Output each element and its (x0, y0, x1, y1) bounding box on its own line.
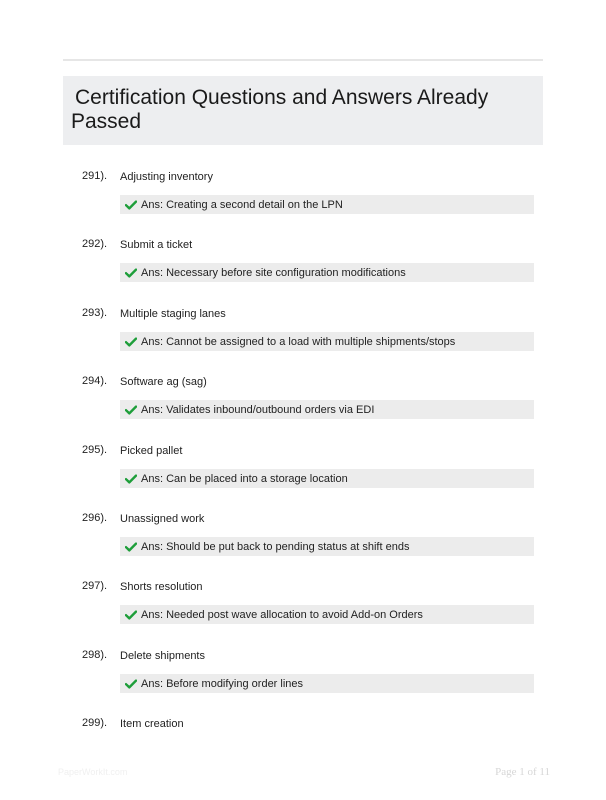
answer-box (120, 400, 534, 419)
top-divider (63, 59, 543, 61)
answer-box (120, 674, 534, 693)
answer-text: Ans: Can be placed into a storage location (141, 472, 348, 485)
qa-item (0, 169, 606, 229)
check-icon (125, 200, 137, 210)
question-text: Multiple staging lanes (120, 308, 226, 320)
question-text: Picked pallet (120, 445, 183, 457)
answer-text: Ans: Creating a second detail on the LPN (141, 198, 343, 211)
page-title: Certification Questions and Answers Already Passed (71, 86, 489, 133)
question-number: 297). (82, 580, 108, 592)
answer-box (120, 195, 534, 214)
qa-item (0, 579, 606, 639)
qa-item (0, 374, 606, 434)
qa-item (0, 511, 606, 571)
check-icon (125, 679, 137, 689)
answer-text: Ans: Needed post wave allocation to avoid Add-on Orders (141, 608, 423, 621)
answer-text: Ans: Validates inbound/outbound orders via EDI (141, 403, 375, 416)
question-number: 299). (82, 717, 108, 729)
qa-item (0, 648, 606, 708)
question-text: Shorts resolution (120, 581, 203, 593)
answer-box (120, 469, 534, 488)
answer-text: Ans: Necessary before site configuration modifications (141, 266, 406, 279)
answer-text: Ans: Should be put back to pending status at shift ends (141, 540, 410, 553)
qa-item (0, 237, 606, 297)
answer-text: Ans: Before modifying order lines (141, 677, 304, 690)
answer-box (120, 605, 534, 624)
question-number: 291). (82, 170, 108, 182)
page-number: Page 1 of 11 (495, 766, 550, 778)
question-text: Item creation (120, 718, 184, 730)
question-text: Delete shipments (120, 650, 205, 662)
answer-box (120, 332, 534, 351)
check-icon (125, 542, 137, 552)
question-text: Software ag (sag) (120, 376, 207, 388)
question-number: 292). (82, 238, 108, 250)
question-number: 294). (82, 375, 108, 387)
question-text: Adjusting inventory (120, 171, 213, 183)
question-number: 298). (82, 649, 108, 661)
check-icon (125, 337, 137, 347)
check-icon (125, 610, 137, 620)
qa-item (0, 306, 606, 366)
check-icon (125, 268, 137, 278)
question-text: Unassigned work (120, 513, 205, 525)
check-icon (125, 474, 137, 484)
question-number: 293). (82, 307, 108, 319)
question-number: 296). (82, 512, 108, 524)
question-number: 295). (82, 444, 108, 456)
question-text: Submit a ticket (120, 239, 193, 251)
answer-box (120, 537, 534, 556)
answer-text: Ans: Cannot be assigned to a load with multiple shipments/stops (141, 335, 456, 348)
footer-watermark: PaperWorkIt.com (58, 767, 128, 777)
check-icon (125, 405, 137, 415)
answer-box (120, 263, 534, 282)
qa-item (0, 443, 606, 503)
title-banner (63, 76, 543, 145)
